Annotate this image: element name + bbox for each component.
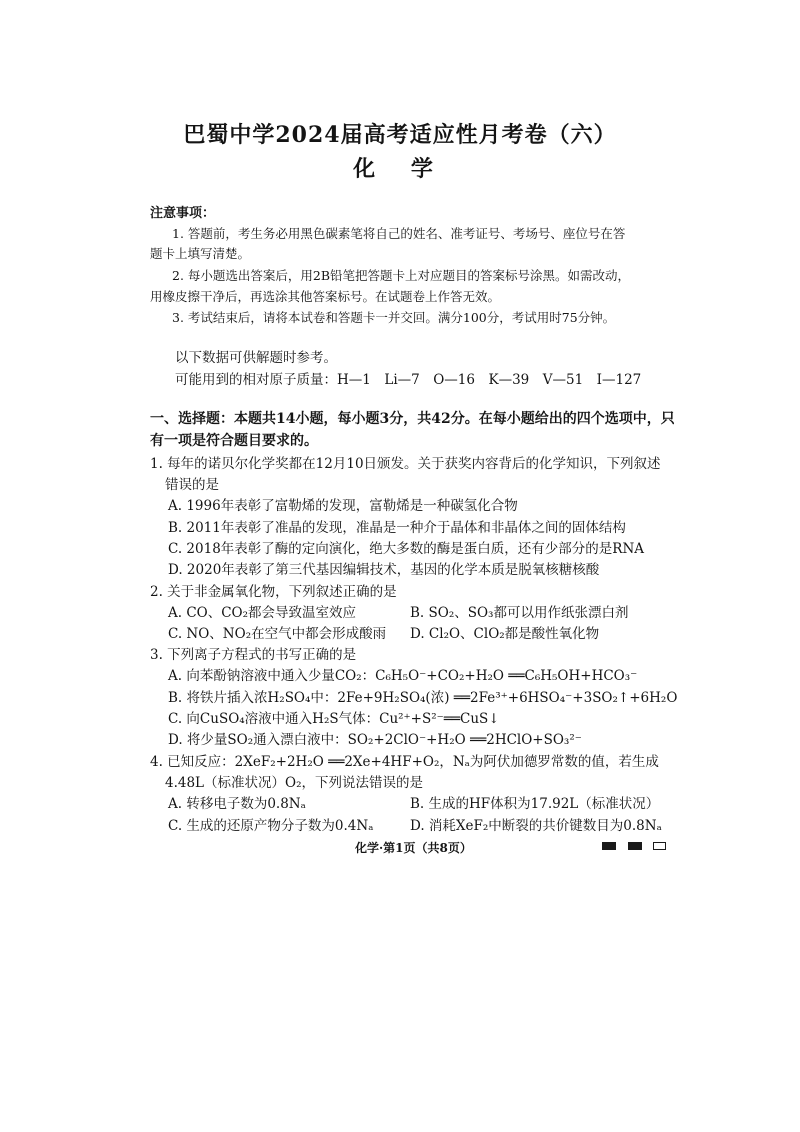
q1-option-d: D. 2020年表彰了第三代基因编辑技术，基因的化学本质是脱氧核糖核酸 [168,562,600,578]
q1-stem-cont: 错误的是 [165,477,219,493]
notes-item-1-cont: 题卡上填写清楚。 [150,246,251,261]
notes-item-1: 1. 答题前，考生务必用黑色碳素笔将自己的姓名、准考证号、考场号、座位号在答 [172,226,626,241]
q2-option-d: D. Cl₂O、ClO₂都是酸性氧化物 [410,626,600,642]
q4-option-a: A. 转移电子数为0.8Nₐ [168,796,306,812]
q4-stem: 4. 已知反应：2XeF₂+2H₂O ══2Xe+4HF+O₂，Nₐ为阿伏加德罗常数的值，若生成 [150,754,659,770]
q2-option-c: C. NO、NO₂在空气中都会形成酸雨 [168,626,387,642]
atomic-masses: 可能用到的相对原子质量：H—1 Li—7 O—16 K—39 V—51 I—127 [175,372,642,388]
q1-stem: 1. 每年的诺贝尔化学奖都在12月10日颁发。关于获奖内容背后的化学知识，下列叙述 [150,456,661,472]
q4-option-b: B. 生成的HF体积为17.92L（标准状况） [410,796,660,812]
q3-stem: 3. 下列离子方程式的书写正确的是 [150,647,357,663]
q4-stem-cont: 4.48L（标准状况）O₂，下列说法错误的是 [165,775,424,791]
registration-mark-filled-2 [628,842,642,850]
q4-option-c: C. 生成的还原产物分子数为0.4Nₐ [168,818,374,834]
section-1-line-2: 有一项是符合题目要求的。 [150,433,318,449]
exam-title: 巴蜀中学2024届高考适应性月考卷（六） [183,122,617,148]
q3-option-b: B. 将铁片插入浓H₂SO₄中：2Fe+9H₂SO₄(浓) ══2Fe³⁺+6HSO₄⁻+3SO₂↑+6H₂O [168,690,678,706]
q3-option-d: D. 将少量SO₂通入漂白液中：SO₂+2ClO⁻+H₂O ══2HClO+SO₃²⁻ [168,732,582,748]
q3-option-c: C. 向CuSO₄溶液中通入H₂S气体：Cu²⁺+S²⁻══CuS↓ [168,711,500,727]
q2-option-b: B. SO₂、SO₃都可以用作纸张漂白剂 [410,605,629,621]
registration-mark-filled-1 [602,842,616,850]
notes-item-2: 2. 每小题选出答案后，用2B铅笔把答题卡上对应题目的答案标号涂黑。如需改动， [172,268,631,283]
notes-item-3: 3. 考试结束后，请将本试卷和答题卡一并交回。满分100分，考试用时75分钟。 [172,310,616,325]
subject-title: 化 学 [353,156,447,182]
q1-option-b: B. 2011年表彰了准晶的发现，准晶是一种介于晶体和非晶体之间的固体结构 [168,520,626,536]
q1-option-a: A. 1996年表彰了富勒烯的发现，富勒烯是一种碳氢化合物 [168,498,518,514]
section-1-line-1: 一、选择题：本题共14小题，每小题3分，共42分。在每小题给出的四个选项中，只 [150,411,675,427]
q3-option-a: A. 向苯酚钠溶液中通入少量CO₂：C₆H₅O⁻+CO₂+H₂O ══C₆H₅OH+HCO₃⁻ [168,668,638,684]
registration-mark-hollow [653,842,666,850]
page-footer: 化学·第1页（共8页） [355,841,472,855]
q4-option-d: D. 消耗XeF₂中断裂的共价键数目为0.8Nₐ [410,818,662,834]
q1-option-c: C. 2018年表彰了酶的定向演化，绝大多数的酶是蛋白质，还有少部分的是RNA [168,541,645,557]
q2-stem: 2. 关于非金属氧化物，下列叙述正确的是 [150,584,397,600]
q2-option-a: A. CO、CO₂都会导致温室效应 [168,605,357,621]
notes-item-2-cont: 用橡皮擦干净后，再选涂其他答案标号。在试题卷上作答无效。 [150,289,501,304]
notes-heading: 注意事项： [150,206,216,221]
reference-intro: 以下数据可供解题时参考。 [175,350,337,366]
